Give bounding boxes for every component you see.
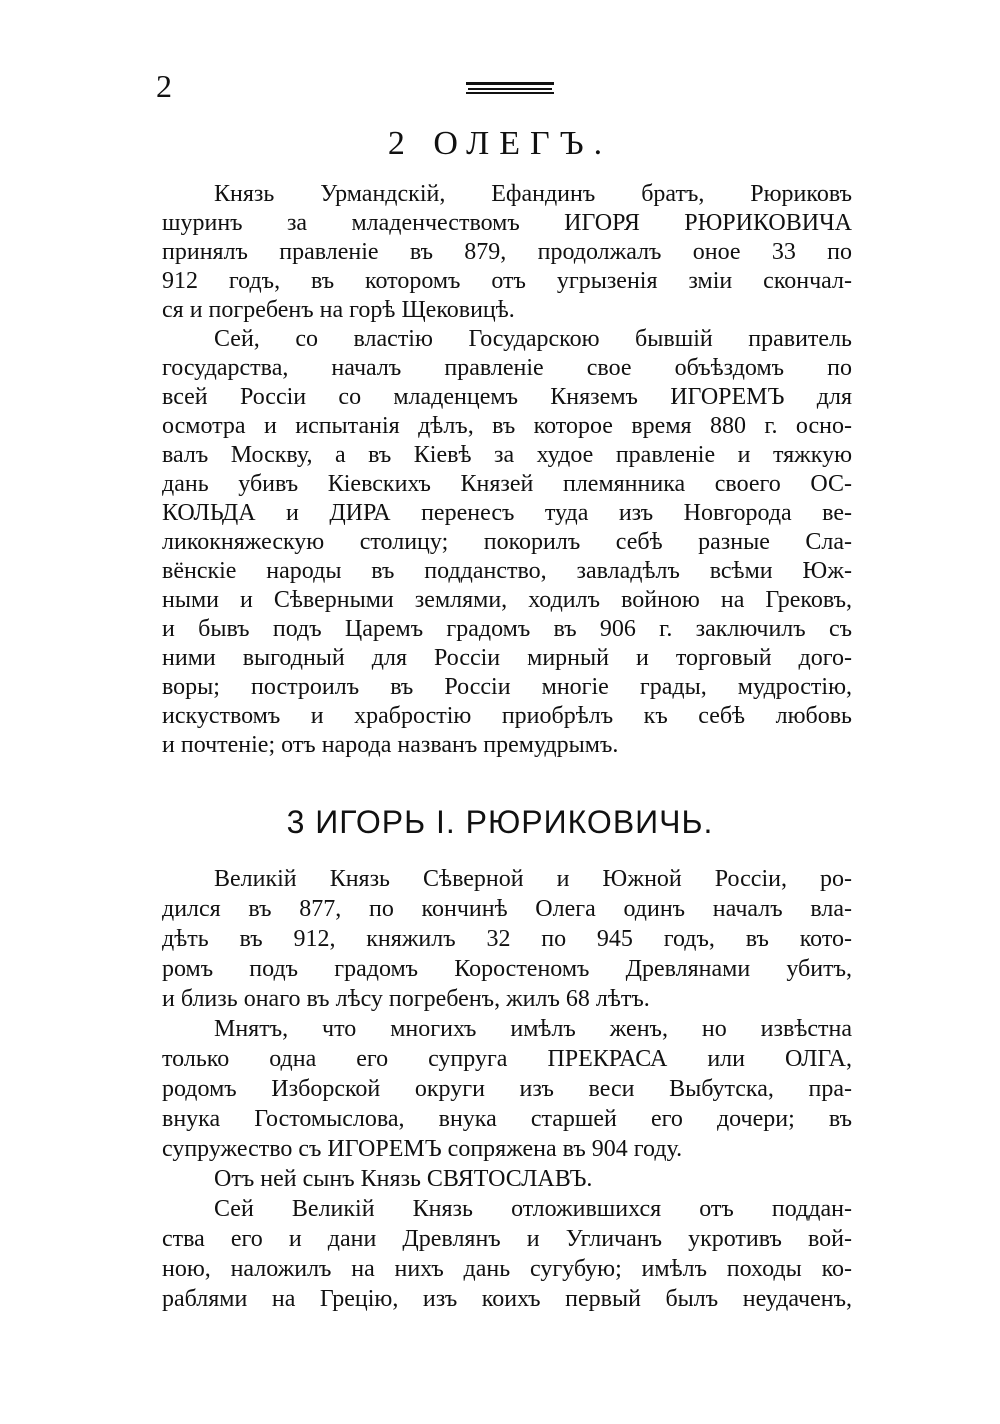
text-line: Великій Князь Сѣверной и Южной Россіи, ро- [214,866,852,892]
text-line: Сей Великій Князь отложившихся отъ поддан- [214,1196,852,1222]
section-text-oleg [162,180,852,760]
text-line: всей Россіи со младенцемъ Княземъ ИГОРЕМЪ для [162,384,852,410]
text-line: дился въ 877, по кончинѣ Олега одинъ началъ вла- [162,896,852,922]
text-line: ликокняжескую столицу; покорилъ себѣ разные Сла- [162,529,852,555]
text-line: ными и Сѣверными землями, ходилъ войною на Грековъ, [162,587,852,613]
text-line: валъ Москву, а въ Кіевѣ за худое правленіе и тяжкую [162,442,852,468]
text-line: ною, наложилъ на нихъ дань сугубую; имѣлъ походы ко- [162,1256,852,1282]
section-text-igor [162,864,852,1314]
text-line: воры; построилъ въ Россіи многіе грады, мудростію, [162,674,852,700]
text-line: дѣть въ 912, княжилъ 32 по 945 годъ, въ кото- [162,926,852,952]
text-line: ними выгодный для Россіи мирный и торговый дого- [162,645,852,671]
section-heading-oleg: 2 ОЛЕГЪ. [387,125,613,162]
text-line: Отъ ней сынъ Князь СВЯТОСЛАВЪ. [214,1166,593,1192]
text-line: Сей, со властію Государскою бывшій правитель [214,326,852,352]
text-line: и близь онаго въ лѣсу погребенъ, жилъ 68 лѣтъ. [162,986,650,1012]
text-line: внука Гостомыслова, внука старшей его дочери; въ [162,1106,852,1132]
text-line: Князь Урмандскій, Ефандинъ братъ, Рюриковъ [214,181,852,207]
text-line: искуствомъ и храбростію приобрѣлъ къ себѣ любовь [162,703,852,729]
text-line: ромъ подъ градомъ Коростеномъ Древлянами убитъ, [162,956,852,982]
text-line: и бывъ подъ Царемъ градомъ въ 906 г. заключилъ съ [162,616,852,642]
text-line: вёнскіе народы въ подданство, завладѣлъ всѣми Юж- [162,558,852,584]
text-line: супружество съ ИГОРЕМЪ сопряжена въ 904 году. [162,1136,683,1162]
text-line: ства его и дани Древлянъ и Угличанъ укротивъ вой- [162,1226,852,1252]
text-line: и почтеніе; отъ народа названъ премудрымъ. [162,732,619,758]
text-line: принялъ правленіе въ 879, продолжалъ оное 33 по [162,239,852,265]
text-line: государства, началъ правленіе свое объѣздомъ по [162,355,852,381]
text-line: дань убивъ Кіевскихъ Князей племянника своего ОС- [162,471,852,497]
text-line: шуринъ за младенчествомъ ИГОРЯ РЮРИКОВИЧА [162,210,852,236]
text-line: раблями на Грецію, изъ коихъ первый былъ неудаченъ, [162,1286,852,1312]
text-line: Мнятъ, что многихъ имѣлъ женъ, но извѣстна [214,1016,852,1042]
text-line: осмотра и испытанія дѣлъ, въ которое время 880 г. осно- [162,413,852,439]
text-line: только одна его супруга ПРЕКРАСА или ОЛГА, [162,1046,852,1072]
page-number: 2 [156,68,172,104]
text-line: родомъ Изборской округи изъ веси Выбутска, пра- [162,1076,852,1102]
text-line: 912 годъ, въ которомъ отъ угрызенія змiи скончал- [162,268,852,294]
header-ornament [466,82,554,98]
text-line: КОЛЬДА и ДИРА перенесъ туда изъ Новгорода ве- [162,500,852,526]
section-heading-igor: 3 ИГОРЬ I. РЮРИКОВИЧЬ. [286,804,714,840]
text-line: ся и погребенъ на горѣ Щековицѣ. [162,297,515,323]
